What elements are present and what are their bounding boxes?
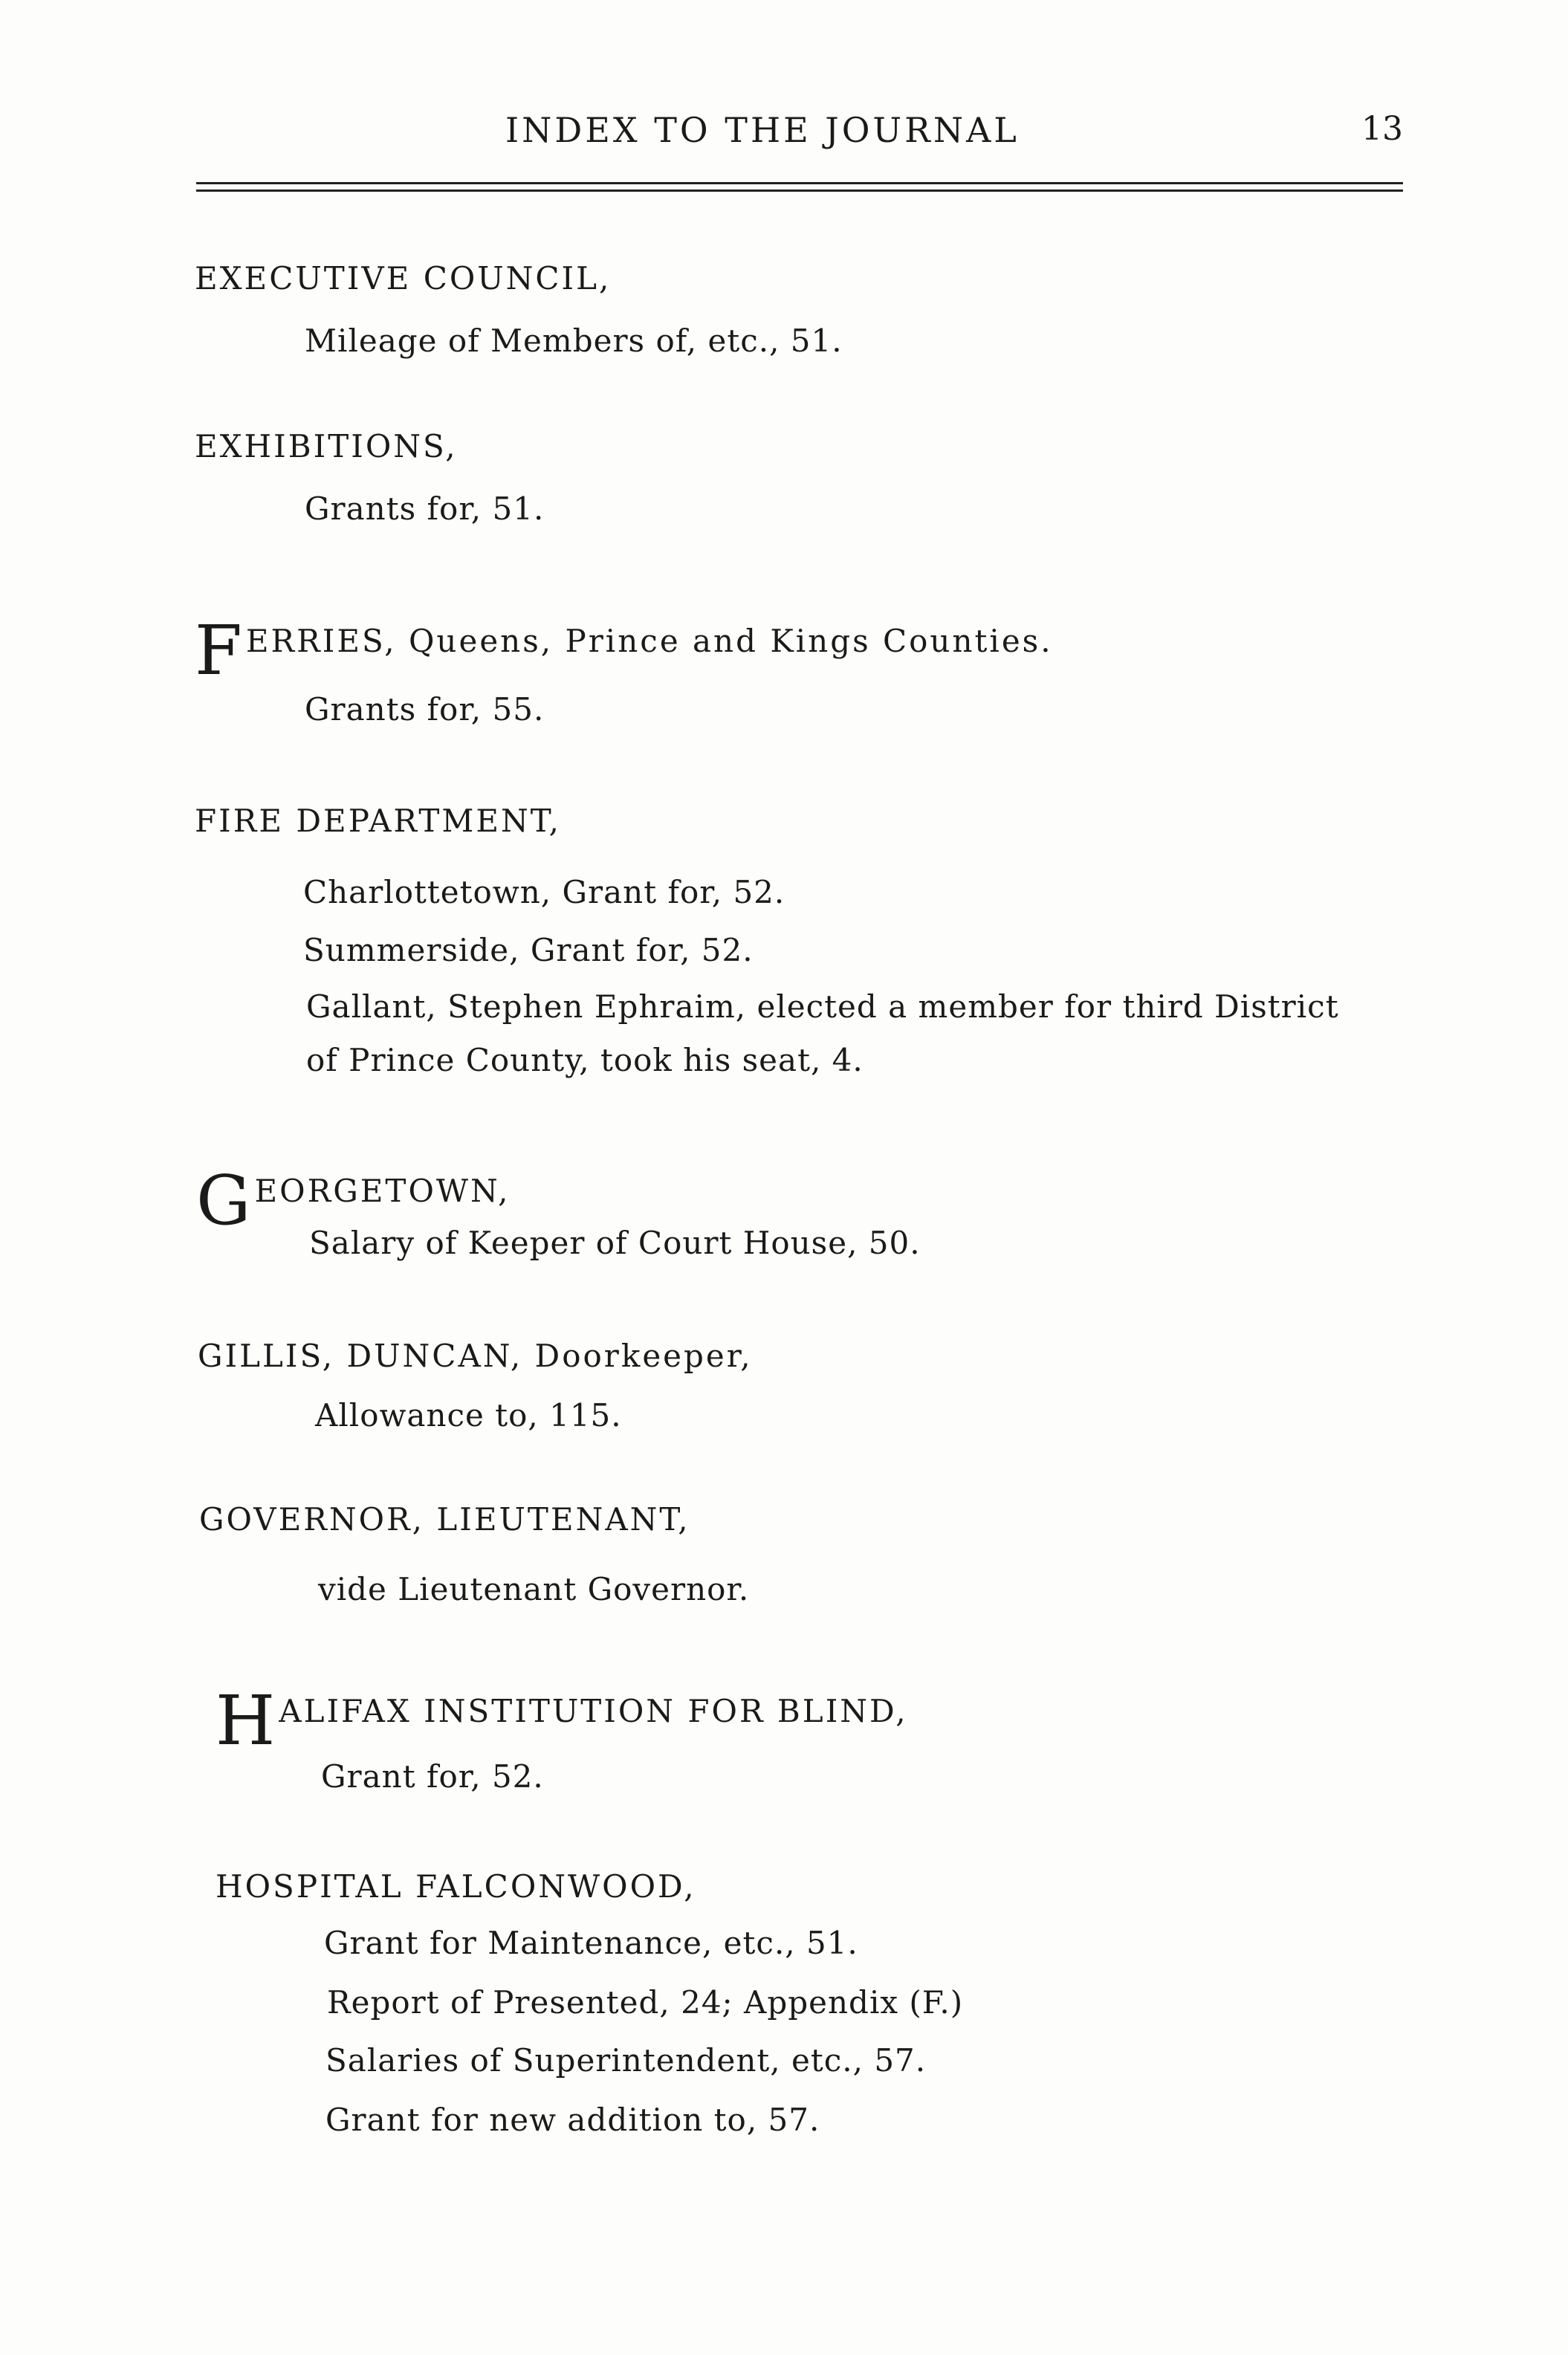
drop-initial: F: [195, 611, 244, 690]
subentry: Grants for, 55.: [305, 691, 545, 728]
drop-initial: H: [216, 1681, 278, 1760]
entry-heading-gillis-duncan: GILLIS, DUNCAN, Doorkeeper,: [198, 1338, 753, 1374]
drop-initial: G: [196, 1161, 253, 1240]
entry-heading-exhibitions: EXHIBITIONS,: [195, 428, 458, 464]
subentry: Summerside, Grant for, 52.: [303, 932, 754, 968]
entry-heading-halifax-institution: [216, 1681, 908, 1760]
heading-text: ERRIES, Queens, Prince and Kings Counties.: [245, 623, 1053, 659]
subentry: Salary of Keeper of Court House, 50.: [309, 1225, 921, 1261]
heading-text: EORGETOWN,: [254, 1173, 511, 1209]
subentry: Allowance to, 115.: [315, 1397, 622, 1434]
running-title: INDEX TO THE JOURNAL: [505, 110, 1020, 150]
subentry: Grant for Maintenance, etc., 51.: [324, 1925, 858, 1961]
subentry: Gallant, Stephen Ephraim, elected a member for third District: [306, 988, 1339, 1025]
subentry: Grants for, 51.: [305, 490, 545, 527]
header-rule-bottom: [196, 189, 1403, 192]
subentry: of Prince County, took his seat, 4.: [306, 1042, 864, 1078]
entry-heading-fire-department: FIRE DEPARTMENT,: [195, 803, 561, 839]
subentry: Grant for new addition to, 57.: [325, 2102, 820, 2138]
subentry: vide Lieutenant Governor.: [318, 1571, 750, 1607]
entry-heading-executive-council: EXECUTIVE COUNCIL,: [195, 260, 612, 297]
entry-heading-hospital-falconwood: HOSPITAL FALCONWOOD,: [216, 1868, 696, 1905]
header-rule-top: [196, 182, 1403, 184]
subentry: Charlottetown, Grant for, 52.: [303, 874, 785, 910]
page-number: 13: [1361, 110, 1403, 148]
subentry: Grant for, 52.: [321, 1758, 544, 1795]
subentry: Mileage of Members of, etc., 51.: [305, 323, 843, 359]
subentry: Salaries of Superintendent, etc., 57.: [325, 2042, 927, 2079]
subentry: Report of Presented, 24; Appendix (F.): [327, 1984, 964, 2021]
entry-heading-governor-lieutenant: GOVERNOR, LIEUTENANT,: [199, 1501, 690, 1538]
entry-heading-ferries: [195, 611, 1053, 690]
heading-text: ALIFAX INSTITUTION FOR BLIND,: [279, 1693, 908, 1729]
